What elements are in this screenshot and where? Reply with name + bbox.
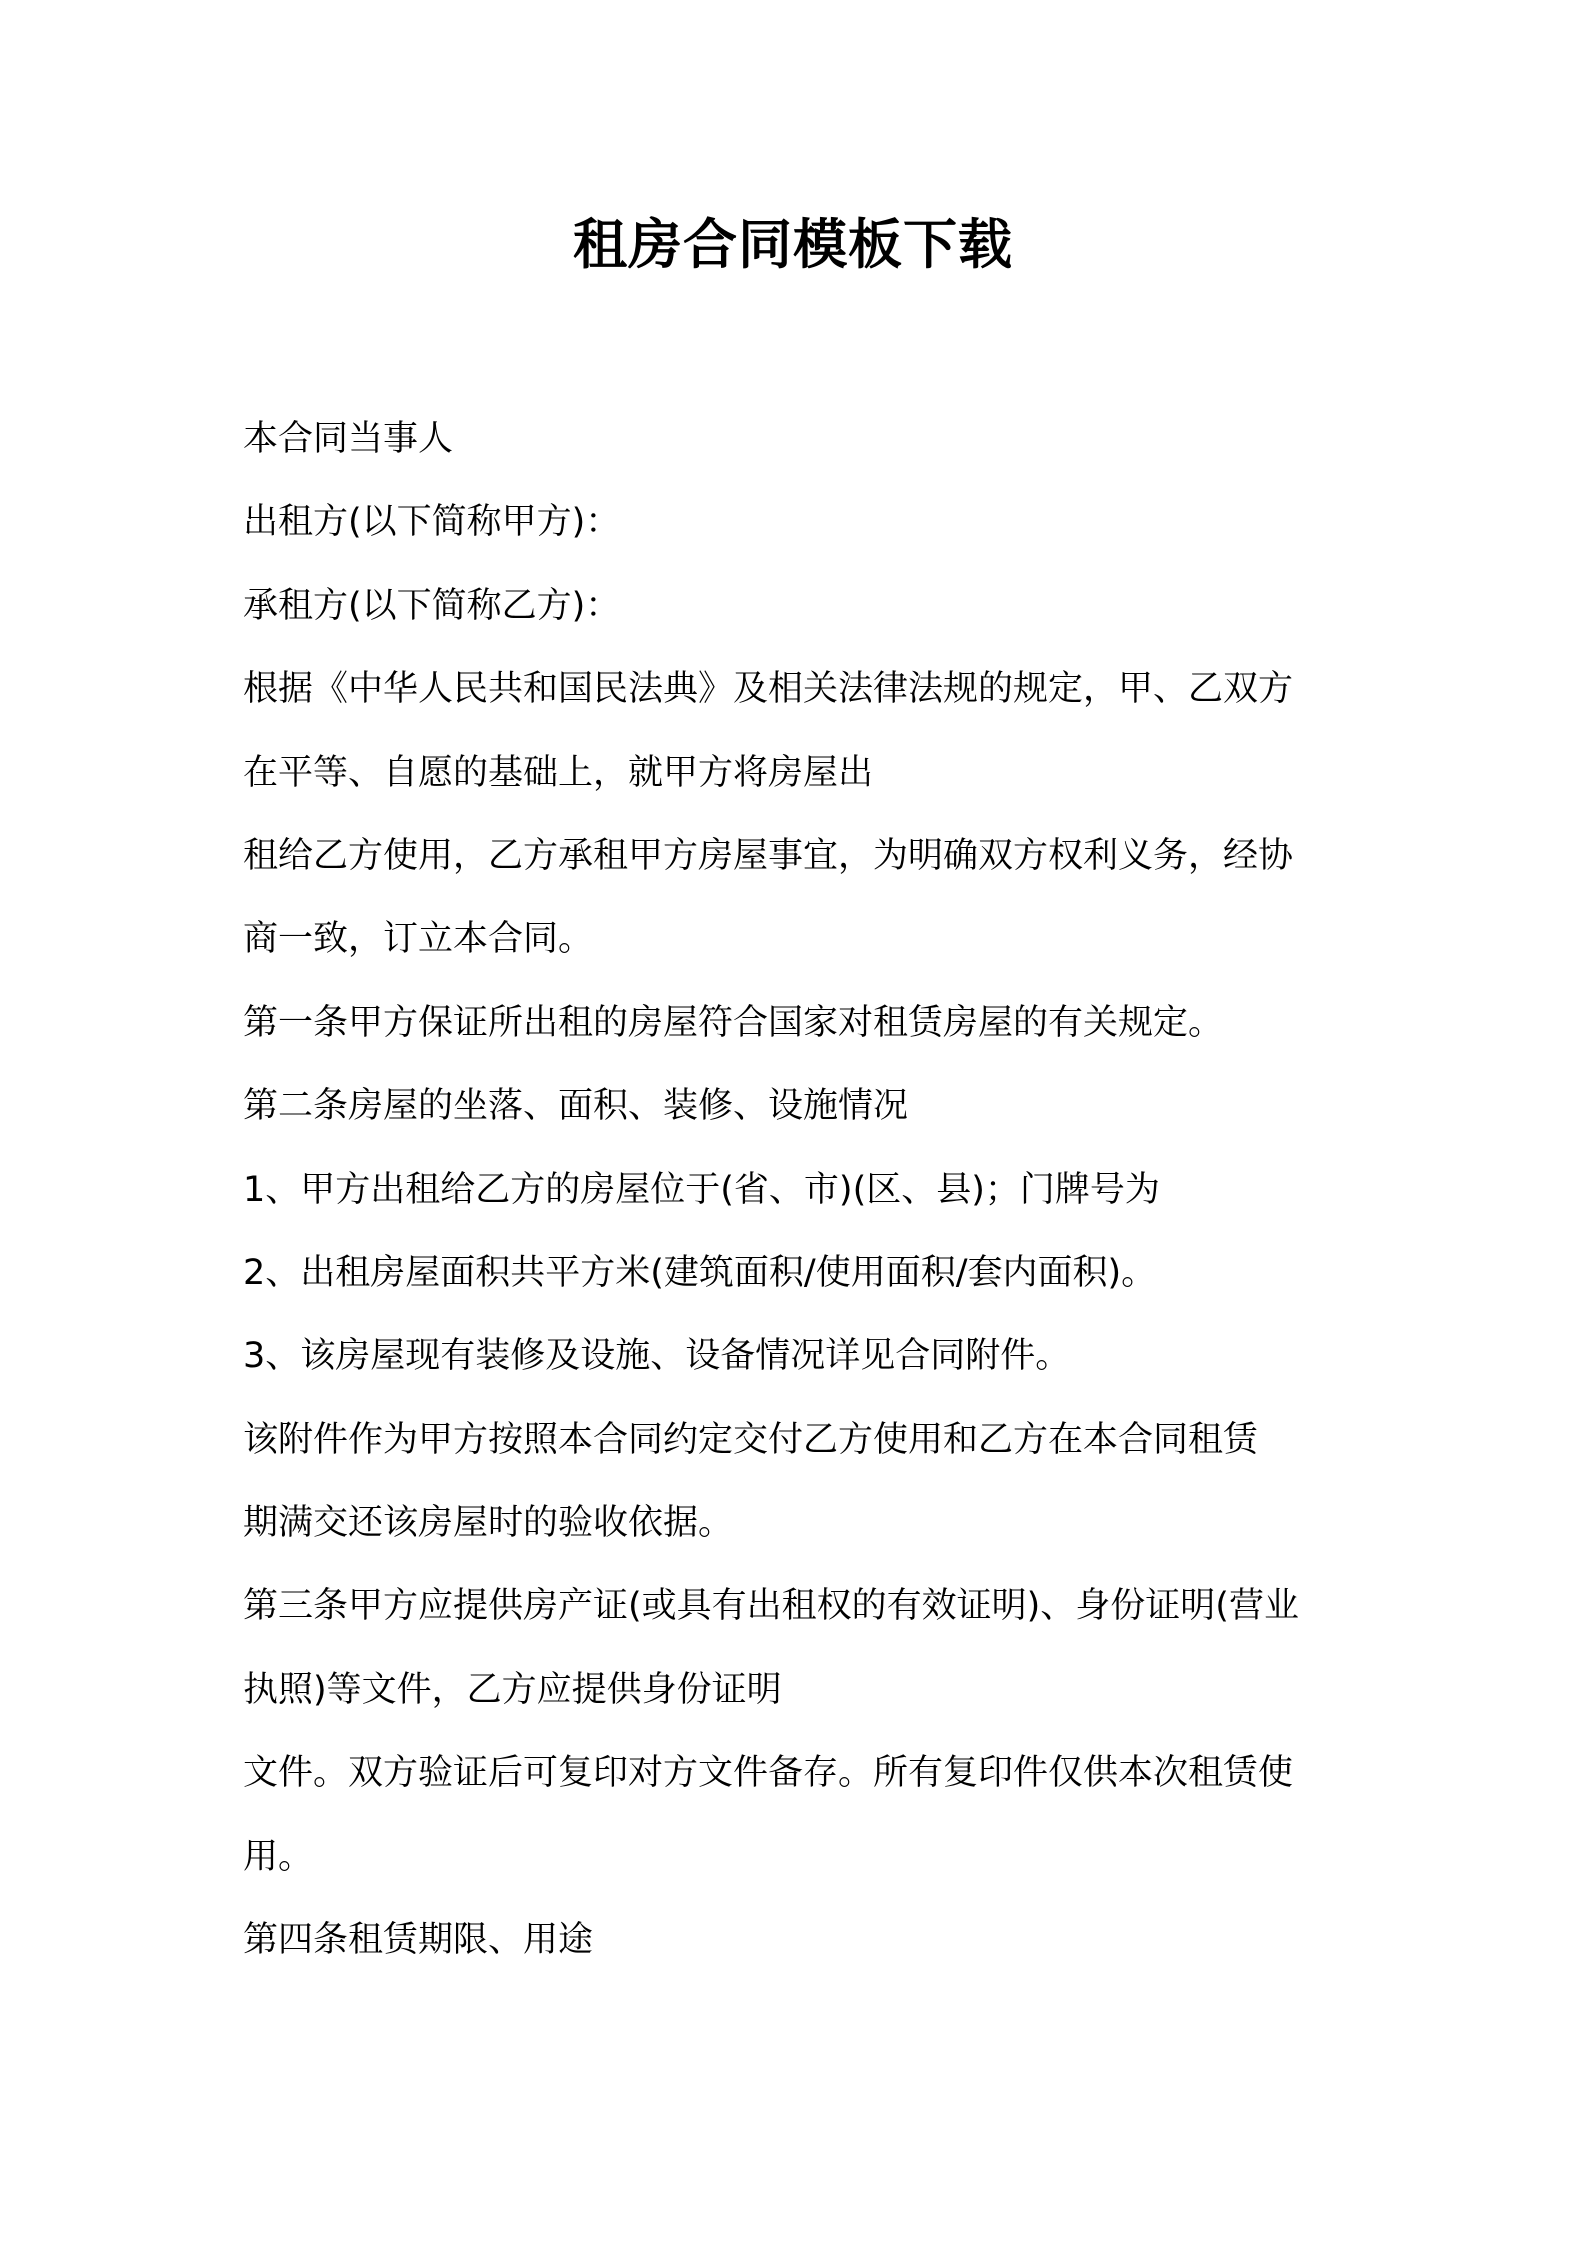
- text-line: 第一条甲方保证所出租的房屋符合国家对租赁房屋的有关规定。: [243, 1002, 1224, 1043]
- text-line: 商一致，订立本合同。: [243, 919, 594, 960]
- document-body: [243, 398, 1368, 1982]
- text-line: 在平等、自愿的基础上，就甲方将房屋出: [243, 752, 874, 793]
- text-line: 根据《中华人民共和国民法典》及相关法律法规的规定，甲、乙双方: [243, 669, 1294, 710]
- text-line: 该附件作为甲方按照本合同约定交付乙方使用和乙方在本合同租赁: [243, 1419, 1259, 1460]
- text-line: 出租方(以下简称甲方)：: [243, 502, 621, 543]
- text-line: 2、出租房屋面积共平方米(建筑面积/使用面积/套内面积)。: [243, 1252, 1157, 1293]
- text-line: 第四条租赁期限、用途: [243, 1920, 594, 1961]
- text-line: 租给乙方使用，乙方承租甲方房屋事宜，为明确双方权利义务，经协: [243, 835, 1294, 876]
- text-line: 用。: [243, 1836, 314, 1877]
- text-line: 承租方(以下简称乙方)：: [243, 585, 621, 626]
- text-line: 文件。双方验证后可复印对方文件备存。所有复印件仅供本次租赁使: [243, 1753, 1294, 1794]
- text-line: 执照)等文件，乙方应提供身份证明: [243, 1669, 782, 1710]
- text-line: 3、该房屋现有装修及设施、设备情况详见合同附件。: [243, 1336, 1071, 1377]
- text-line: 第三条甲方应提供房产证(或具有出租权的有效证明)、身份证明(营业: [243, 1586, 1299, 1627]
- text-line: 第二条房屋的坐落、面积、装修、设施情况: [243, 1086, 909, 1127]
- text-line: 期满交还该房屋时的验收依据。: [243, 1503, 734, 1544]
- document-title: 租房合同模板下载: [573, 213, 1013, 276]
- text-line: 本合同当事人: [243, 419, 454, 459]
- text-line: 1、甲方出租给乙方的房屋位于(省、市)(区、县)；门牌号为: [243, 1169, 1160, 1210]
